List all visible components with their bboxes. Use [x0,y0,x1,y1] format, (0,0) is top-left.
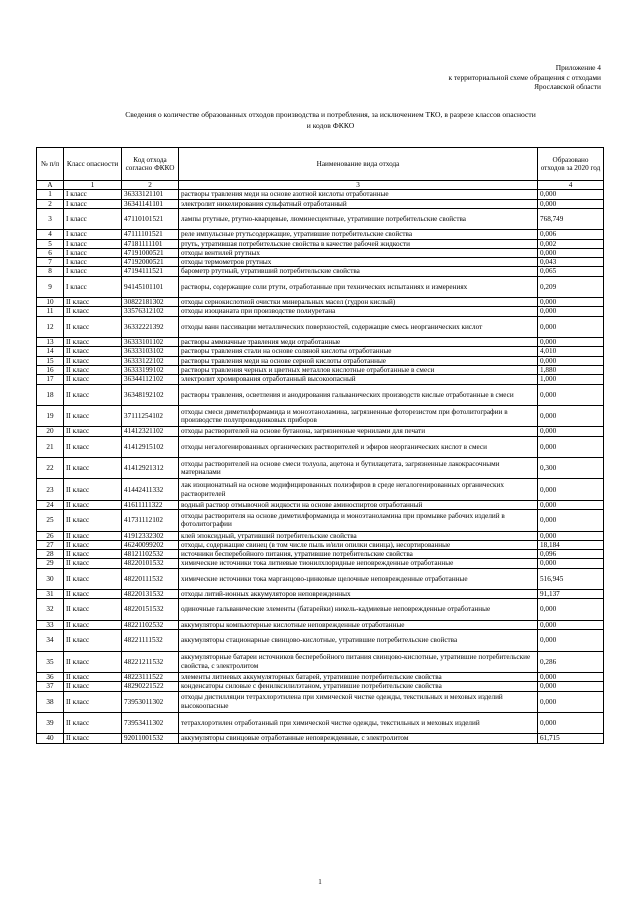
hazard-class-cell: II класс [64,436,122,457]
waste-amount-cell: 1,880 [538,366,604,375]
fkko-code-cell: 37111254102 [122,406,179,427]
fkko-code-cell: 47110101521 [122,208,179,229]
fkko-code-cell: 94145101101 [122,276,179,297]
waste-amount-cell: 516,945 [538,568,604,589]
hazard-class-cell: I класс [64,267,122,276]
table-row [37,366,604,375]
waste-name-cell: ртуть, утратившая потребительские свойства в качестве рабочей жидкости [179,239,538,248]
document-title [60,110,601,131]
row-number-cell: 34 [37,630,64,651]
fkko-code-cell: 36341141101 [122,199,179,208]
table-row [37,384,604,405]
waste-name-cell: реле импульсные ртутьсодержащие, утратившие потребительские свойства [179,230,538,239]
waste-name-cell: барометр ртутный, утративший потребительские свойства [179,267,538,276]
hazard-class-cell: II класс [64,682,122,691]
table-row [37,531,604,540]
row-number-cell: 35 [37,651,64,672]
hazard-class-cell: II класс [64,347,122,356]
index-cell: 1 [64,181,122,190]
waste-amount-cell: 0,000 [538,384,604,405]
waste-name-cell: отходы растворителей на основе бутанона, загрязненные чернилами для печати [179,427,538,436]
hazard-class-cell: II класс [64,479,122,500]
table-row [37,298,604,307]
row-number-cell: 29 [37,559,64,568]
waste-amount-cell: 0,000 [538,356,604,365]
table-row [37,568,604,589]
appendix-line-2: к территориальной схеме обращения с отходами [448,72,601,82]
row-number-cell: 1 [37,190,64,199]
waste-name-cell: растворы, содержащие соли ртути, отработанные при технических испытаниях и измерениях [179,276,538,297]
waste-amount-cell: 4,010 [538,347,604,356]
row-number-cell: 17 [37,375,64,384]
waste-table [36,147,604,744]
appendix-line-3: Ярославской области [534,82,601,92]
waste-amount-cell: 0,000 [538,338,604,347]
fkko-code-cell: 36333103102 [122,347,179,356]
waste-name-cell: растворы аммиачные травления меди отработанные [179,338,538,347]
table-row [37,338,604,347]
fkko-code-cell: 48121102532 [122,550,179,559]
row-number-cell: 2 [37,199,64,208]
waste-name-cell: электролит никелирования сульфатный отработанный [179,199,538,208]
waste-amount-cell: 0,209 [538,276,604,297]
row-number-cell: 36 [37,672,64,681]
table-row [37,258,604,267]
index-cell: А [37,181,64,190]
waste-name-cell: одиночные гальванические элементы (батарейки) никель-кадмиевые неповрежденные отработанные [179,599,538,620]
table-row [37,651,604,672]
row-number-cell: 14 [37,347,64,356]
fkko-code-cell: 36333199102 [122,366,179,375]
hazard-class-cell: II класс [64,510,122,531]
table-row [37,682,604,691]
fkko-code-cell: 48221102532 [122,620,179,629]
row-number-cell: 24 [37,500,64,509]
waste-name-cell: отходы растворителя на основе диметилформамида и моноэтаноламина при промывке рабочих изделий в фотолитографии [179,510,538,531]
row-number-cell: 15 [37,356,64,365]
hazard-class-cell: I класс [64,258,122,267]
waste-amount-cell: 0,000 [538,316,604,337]
waste-name-cell: отходы ванн пассивации металлических поверхностей, содержащие смесь неорганических кислот [179,316,538,337]
waste-name-cell: химические источники тока марганцово-цинковые щелочные неповрежденные отработанные [179,568,538,589]
hazard-class-cell: I класс [64,208,122,229]
waste-amount-cell: 0,000 [538,199,604,208]
row-number-cell: 20 [37,427,64,436]
waste-name-cell: аккумуляторы стационарные свинцово-кислотные, утратившие потребительские свойства [179,630,538,651]
table-row [37,691,604,712]
appendix-header [449,63,602,92]
waste-amount-cell: 0,000 [538,248,604,257]
waste-amount-cell: 0,000 [538,307,604,316]
waste-amount-cell: 0,000 [538,479,604,500]
row-number-cell: 30 [37,568,64,589]
row-number-cell: 18 [37,384,64,405]
waste-name-cell: растворы травления меди на основе азотной кислоты отработанные [179,190,538,199]
waste-amount-cell: 0,065 [538,267,604,276]
fkko-code-cell: 48220101532 [122,559,179,568]
row-number-cell: 11 [37,307,64,316]
table-row [37,347,604,356]
appendix-line-1: Приложение 4 [555,63,601,72]
hazard-class-cell: II класс [64,672,122,681]
fkko-code-cell: 48221211532 [122,651,179,672]
table-row [37,620,604,629]
table-row [37,248,604,257]
row-number-cell: 27 [37,540,64,549]
header-amount: Образовано отходов за 2020 год [538,148,604,181]
table-row [37,510,604,531]
fkko-code-cell: 48220111532 [122,568,179,589]
hazard-class-cell: II класс [64,590,122,599]
hazard-class-cell: II класс [64,691,122,712]
hazard-class-cell: II класс [64,307,122,316]
table-row [37,276,604,297]
index-cell: 4 [538,181,604,190]
table-row [37,230,604,239]
page-number: 1 [318,878,322,886]
table-body [37,190,604,743]
fkko-code-cell: 48220131532 [122,590,179,599]
hazard-class-cell: II класс [64,458,122,479]
waste-amount-cell: 0,000 [538,712,604,733]
row-number-cell: 25 [37,510,64,531]
table-row [37,540,604,549]
hazard-class-cell: II класс [64,620,122,629]
waste-amount-cell: 0,002 [538,239,604,248]
waste-amount-cell: 0,000 [538,672,604,681]
waste-amount-cell: 0,000 [538,531,604,540]
fkko-code-cell: 73953411302 [122,712,179,733]
hazard-class-cell: II класс [64,338,122,347]
table-row [37,307,604,316]
hazard-class-cell: II класс [64,651,122,672]
fkko-code-cell: 36344112102 [122,375,179,384]
waste-amount-cell: 768,749 [538,208,604,229]
waste-amount-cell: 0,300 [538,458,604,479]
hazard-class-cell: II класс [64,568,122,589]
row-number-cell: 10 [37,298,64,307]
fkko-code-cell: 48290221522 [122,682,179,691]
waste-amount-cell: 0,000 [538,510,604,531]
fkko-code-cell: 47181111101 [122,239,179,248]
table-row [37,590,604,599]
fkko-code-cell: 48220151532 [122,599,179,620]
hazard-class-cell: II класс [64,531,122,540]
fkko-code-cell: 92011001532 [122,734,179,743]
row-number-cell: 13 [37,338,64,347]
waste-name-cell: химические источники тока литиевые тионилхлоридные неповрежденные отработанные [179,559,538,568]
waste-name-cell: электролит хромирования отработанный высокоопасный [179,375,538,384]
table-row [37,712,604,733]
table-row [37,550,604,559]
fkko-code-cell: 41412321102 [122,427,179,436]
waste-amount-cell: 0,096 [538,550,604,559]
waste-amount-cell: 0,043 [538,258,604,267]
waste-name-cell: отходы вентилей ртутных [179,248,538,257]
table-row [37,406,604,427]
row-number-cell: 38 [37,691,64,712]
waste-name-cell: растворы травления, осветления и анодирования гальванических производств кислые отработанные в смеси [179,384,538,405]
hazard-class-cell: II класс [64,366,122,375]
table-row [37,500,604,509]
hazard-class-cell: II класс [64,712,122,733]
row-number-cell: 5 [37,239,64,248]
row-number-cell: 32 [37,599,64,620]
waste-name-cell: растворы травления стали на основе соляной кислоты отработанные [179,347,538,356]
table-row [37,458,604,479]
fkko-code-cell: 30822181302 [122,298,179,307]
row-number-cell: 7 [37,258,64,267]
waste-name-cell: элементы литиевых аккумуляторных батарей, утратившие потребительские свойства [179,672,538,681]
header-name: Наименование вида отхода [179,148,538,181]
hazard-class-cell: I класс [64,276,122,297]
waste-name-cell: отходы сернокислотной очистки минеральных масел (гудрон кислый) [179,298,538,307]
table-row [37,479,604,500]
waste-name-cell: растворы травления черных и цветных металлов кислотные отработанные в смеси [179,366,538,375]
waste-name-cell: отходы смеси диметилформамида и моноэтаноламина, загрязненные фоторезистом при фотолитографии в производстве полупроводниковых приборов [179,406,538,427]
fkko-code-cell: 41912332302 [122,531,179,540]
waste-name-cell: лампы ртутные, ртутно-кварцевые, люминесцентные, утратившие потребительские свойства [179,208,538,229]
fkko-code-cell: 41412921312 [122,458,179,479]
waste-amount-cell: 0,000 [538,691,604,712]
table-row [37,316,604,337]
row-number-cell: 33 [37,620,64,629]
waste-amount-cell: 91,137 [538,590,604,599]
table-row [37,436,604,457]
waste-amount-cell: 0,000 [538,620,604,629]
waste-name-cell: водный раствор отмывочной жидкости на основе аминоспиртов отработанный [179,500,538,509]
waste-name-cell: отходы растворителей на основе смеси толуола, ацетона и бутилацетата, загрязненные лакокрасочными материалами [179,458,538,479]
waste-name-cell: аккумуляторы компьютерные кислотные неповрежденные отработанные [179,620,538,629]
waste-name-cell: клей эпоксидный, утративший потребительские свойства [179,531,538,540]
row-number-cell: 23 [37,479,64,500]
hazard-class-cell: II класс [64,559,122,568]
table-row [37,375,604,384]
waste-name-cell: тетрахлорэтилен отработанный при химической чистке одежды, текстильных и меховых изделий [179,712,538,733]
waste-amount-cell: 0,000 [538,630,604,651]
row-number-cell: 12 [37,316,64,337]
fkko-code-cell: 41412915102 [122,436,179,457]
table-row [37,239,604,248]
index-cell: 2 [122,181,179,190]
waste-amount-cell: 1,000 [538,375,604,384]
table-row [37,734,604,743]
title-line-2: и кодов ФККО [306,120,355,130]
waste-amount-cell: 0,000 [538,427,604,436]
waste-amount-cell: 0,000 [538,500,604,509]
fkko-code-cell: 33576312102 [122,307,179,316]
table-row [37,559,604,568]
hazard-class-cell: I класс [64,239,122,248]
fkko-code-cell: 41611111322 [122,500,179,509]
hazard-class-cell: I класс [64,190,122,199]
waste-name-cell: отходы изоцианата при производстве полиуретана [179,307,538,316]
row-number-cell: 9 [37,276,64,297]
waste-name-cell: источники бесперебойного питания, утратившие потребительские свойства [179,550,538,559]
hazard-class-cell: II класс [64,356,122,365]
hazard-class-cell: I класс [64,230,122,239]
header-class: Класс опасности [64,148,122,181]
hazard-class-cell: II класс [64,384,122,405]
hazard-class-cell: II класс [64,298,122,307]
waste-amount-cell: 0,000 [538,298,604,307]
hazard-class-cell: II класс [64,427,122,436]
row-number-cell: 40 [37,734,64,743]
waste-amount-cell: 0,000 [538,599,604,620]
hazard-class-cell: II класс [64,599,122,620]
hazard-class-cell: II класс [64,630,122,651]
fkko-code-cell: 47192000521 [122,258,179,267]
waste-amount-cell: 0,000 [538,406,604,427]
hazard-class-cell: I класс [64,199,122,208]
table-row [37,356,604,365]
row-number-cell: 8 [37,267,64,276]
table-row [37,672,604,681]
waste-amount-cell: 0,286 [538,651,604,672]
waste-name-cell: конденсаторы силовые с фенилксилилэтаном, утратившие потребительские свойства [179,682,538,691]
table-row [37,208,604,229]
index-cell: 3 [179,181,538,190]
fkko-code-cell: 41731112102 [122,510,179,531]
waste-amount-cell: 0,006 [538,230,604,239]
waste-amount-cell: 0,000 [538,436,604,457]
waste-amount-cell: 0,000 [538,559,604,568]
fkko-code-cell: 48221111532 [122,630,179,651]
row-number-cell: 19 [37,406,64,427]
fkko-code-cell: 36333122102 [122,356,179,365]
header-code: Код отхода согласно ФККО [122,148,179,181]
fkko-code-cell: 36333101102 [122,338,179,347]
table-row [37,190,604,199]
fkko-code-cell: 36348192102 [122,384,179,405]
waste-name-cell: аккумуляторы свинцовые отработанные неповрежденные, с электролитом [179,734,538,743]
fkko-code-cell: 46240099202 [122,540,179,549]
fkko-code-cell: 47191000521 [122,248,179,257]
waste-name-cell: отходы термометров ртутных [179,258,538,267]
fkko-code-cell: 48223111522 [122,672,179,681]
hazard-class-cell: II класс [64,540,122,549]
title-line-1: Сведения о количестве образованных отходов производства и потребления, за исключением ТКО, в разрезе классов опасности [125,110,536,119]
row-number-cell: 39 [37,712,64,733]
header-num: № п/п [37,148,64,181]
row-number-cell: 21 [37,436,64,457]
row-number-cell: 31 [37,590,64,599]
table-row [37,630,604,651]
waste-name-cell: отходы, содержащие свинец (в том числе пыль и/или опилки свинца), несортированные [179,540,538,549]
waste-name-cell: лак изоционатный на основе модифицированных полиэфиров в среде негалогенированных органических растворителей [179,479,538,500]
hazard-class-cell: II класс [64,316,122,337]
row-number-cell: 26 [37,531,64,540]
table-row [37,199,604,208]
waste-amount-cell: 0,000 [538,682,604,691]
fkko-code-cell: 47111101521 [122,230,179,239]
waste-name-cell: растворы травления меди на основе серной кислоты отработанные [179,356,538,365]
hazard-class-cell: I класс [64,248,122,257]
table-row [37,427,604,436]
waste-name-cell: отходы литий-ионных аккумуляторов неповрежденных [179,590,538,599]
hazard-class-cell: II класс [64,375,122,384]
row-number-cell: 28 [37,550,64,559]
fkko-code-cell: 47194111521 [122,267,179,276]
waste-name-cell: отходы негалогенированных органических растворителей и эфиров неорганических кислот в смеси [179,436,538,457]
row-number-cell: 6 [37,248,64,257]
row-number-cell: 3 [37,208,64,229]
table-row [37,599,604,620]
fkko-code-cell: 36333121101 [122,190,179,199]
hazard-class-cell: II класс [64,734,122,743]
hazard-class-cell: II класс [64,406,122,427]
waste-name-cell: отходы дистилляции тетрахлорэтилена при химической чистке одежды, текстильных и меховых изделий высокоопасные [179,691,538,712]
fkko-code-cell: 41442411332 [122,479,179,500]
hazard-class-cell: II класс [64,500,122,509]
waste-amount-cell: 61,715 [538,734,604,743]
row-number-cell: 4 [37,230,64,239]
waste-name-cell: аккумуляторные батареи источников бесперебойного питания свинцово-кислотные, утратившие потребительские свойства, с электролитом [179,651,538,672]
row-number-cell: 37 [37,682,64,691]
fkko-code-cell: 73953011302 [122,691,179,712]
waste-amount-cell: 18,184 [538,540,604,549]
hazard-class-cell: II класс [64,550,122,559]
fkko-code-cell: 36332221392 [122,316,179,337]
row-number-cell: 22 [37,458,64,479]
table-row [37,267,604,276]
row-number-cell: 16 [37,366,64,375]
waste-amount-cell: 0,000 [538,190,604,199]
